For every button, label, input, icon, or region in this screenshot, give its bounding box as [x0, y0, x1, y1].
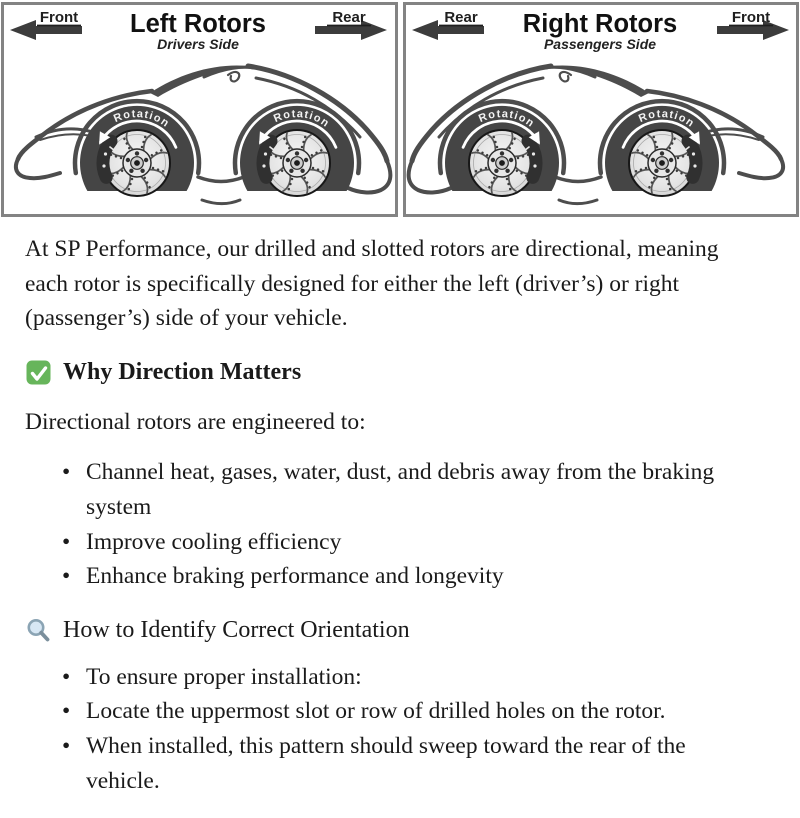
rotation-label: Rotation	[476, 107, 537, 131]
check-mark-icon	[25, 359, 52, 386]
section-heading-text: How to Identify Correct Orientation	[63, 616, 410, 643]
panel-subtitle: Passengers Side	[543, 36, 656, 52]
front-label: Front	[39, 9, 79, 26]
rotor-diagram	[0, 0, 800, 219]
benefits-list	[25, 455, 737, 593]
rear-label: Rear	[443, 9, 478, 26]
panel-subtitle: Drivers Side	[157, 36, 239, 52]
rear-label: Rear	[332, 9, 366, 26]
panel-title: Left Rotors	[130, 10, 266, 38]
rotation-label: Rotation	[272, 107, 332, 131]
list-item: • When installed, this pattern should sweep toward the rear of the vehicle.	[62, 729, 737, 798]
right-rotors-illustration	[406, 5, 795, 214]
magnifying-glass-icon	[25, 617, 52, 644]
article-body	[0, 232, 800, 818]
left-rotors-panel	[1, 2, 398, 217]
list-item: • Locate the uppermost slot or row of drilled holes on the rotor.	[62, 694, 737, 729]
car-sketch-left	[16, 65, 390, 203]
rotation-label: Rotation	[636, 107, 697, 131]
panel-title: Right Rotors	[522, 10, 677, 38]
front-label: Front	[731, 9, 770, 26]
list-item: • Channel heat, gases, water, dust, and debris away from the braking system	[62, 455, 737, 524]
list-item: • Enhance braking performance and longevity	[62, 559, 737, 594]
car-sketch-right	[408, 65, 782, 203]
lead-paragraph: Directional rotors are engineered to:	[25, 408, 366, 435]
list-item: • To ensure proper installation:	[62, 660, 737, 695]
list-item: • Improve cooling efficiency	[62, 525, 737, 560]
section-heading-identify-orientation	[25, 617, 760, 644]
right-rotors-panel	[403, 2, 800, 217]
rotation-label: Rotation	[112, 107, 172, 131]
section-heading-text: Why Direction Matters	[63, 358, 302, 385]
intro-paragraph: At SP Performance, our drilled and slotted rotors are directional, meaning each rotor is specifically designed for either the left (driver’s) or right (passenger’s) side of your vehicle.	[25, 236, 719, 332]
orientation-list	[25, 660, 737, 798]
left-rotors-illustration	[4, 5, 393, 214]
section-heading-why-direction-matters	[25, 359, 760, 386]
